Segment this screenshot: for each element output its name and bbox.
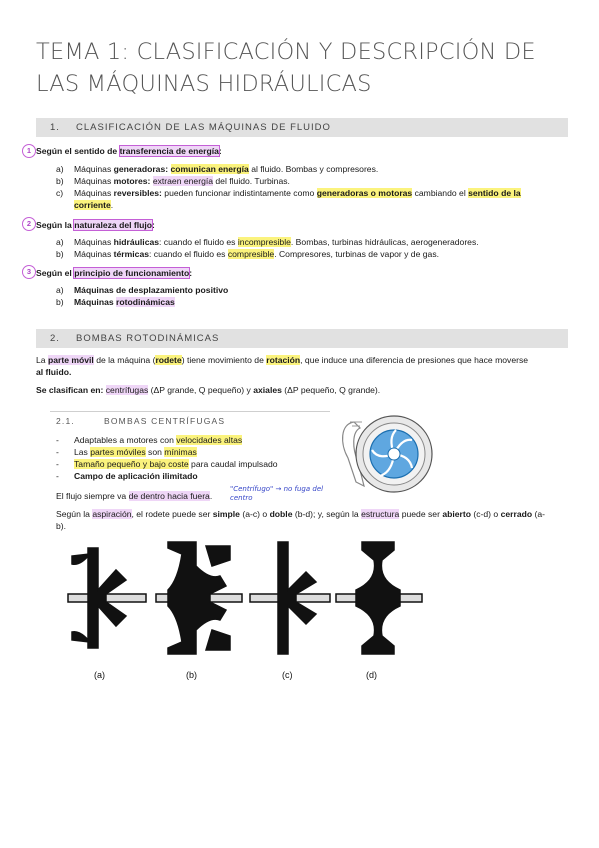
bullet-item: - Tamaño pequeño y bajo coste para caudal impulsado [56, 459, 278, 469]
page-title: TEMA 1: CLASIFICACIÓN Y DESCRIPCIÓN DE LAS MÁQUINAS HIDRÁULICAS [36, 39, 536, 97]
list-item: a) Máquinas de desplazamiento positivo [56, 285, 229, 295]
centrifugal-pump-icon [338, 414, 434, 498]
section-header-1 [36, 118, 568, 137]
criterion-3: Según el principio de funcionamiento: [36, 268, 193, 278]
subsection-title: 2.1. BOMBAS CENTRÍFUGAS [56, 416, 226, 426]
section-header-2 [36, 329, 568, 348]
marker-2-icon: 2 [22, 217, 36, 231]
paragraph-clasificacion: Se clasifican en: centrífugas (ΔP grande, Q pequeño) y axiales (ΔP pequeño, Q grande). [36, 385, 381, 395]
list-item: b) Máquinas térmicas: cuando el fluido es compresible. Compresores, turbinas de vapor y de gas. [56, 249, 439, 259]
section-title: CLASIFICACIÓN DE LAS MÁQUINAS DE FLUIDO [76, 122, 331, 133]
bullet-item: - Las partes móviles son mínimas [56, 447, 197, 457]
impeller-types-figure [60, 536, 426, 686]
list-item: b) Máquinas motores: extraen energía del fluido. Turbinas. [56, 176, 290, 186]
bullet-item: - Adaptables a motores con velocidades altas [56, 435, 243, 445]
flow-sentence: El flujo siempre va de dentro hacia fuera. [56, 491, 213, 501]
figure-label-a: (a) [94, 670, 105, 680]
handwritten-note-2: centro [230, 494, 253, 502]
bullet-item: - Campo de aplicación ilimitado [56, 471, 198, 481]
list-item-continuation: corriente. [74, 200, 114, 210]
criterion-2: Según la naturaleza del flujo: [36, 220, 155, 230]
section-number: 2. [50, 333, 60, 344]
handwritten-note: "Centrífugo" → no fuga del [230, 485, 324, 493]
list-item: b) Máquinas rotodinámicas [56, 297, 175, 307]
paragraph-aspiracion-line2: b). [56, 521, 67, 531]
section-number: 1. [50, 122, 60, 133]
list-item: a) Máquinas hidráulicas: cuando el fluido es incompresible. Bombas, turbinas hidráulicas, aerogeneradores. [56, 237, 479, 247]
list-item: a) Máquinas generadoras: comunican energía al fluido. Bombas y compresores. [56, 164, 379, 174]
list-item: c) Máquinas reversibles: pueden funcionar indistintamente como generadoras o motoras cambiando el sentido de la [56, 188, 521, 198]
criterion-1: Según el sentido de transferencia de energía: [36, 146, 222, 156]
paragraph-aspiracion: Según la aspiración, el rodete puede ser simple (a-c) o doble (b-d); y, según la estructura puede ser abierto (c-d) o cerrado (a- [56, 509, 546, 519]
figure-label-d: (d) [366, 670, 377, 680]
divider [50, 411, 330, 412]
marker-3-icon: 3 [22, 265, 36, 279]
paragraph-rotodinamicas: La parte móvil de la máquina (rodete) tiene movimiento de rotación, que induce una diferencia de presiones que hace moverse [36, 355, 529, 365]
figure-label-b: (b) [186, 670, 197, 680]
marker-1-icon: 1 [22, 144, 36, 158]
section-title: BOMBAS ROTODINÁMICAS [76, 333, 220, 344]
figure-label-c: (c) [282, 670, 293, 680]
paragraph-line2: al fluido. [36, 367, 72, 377]
